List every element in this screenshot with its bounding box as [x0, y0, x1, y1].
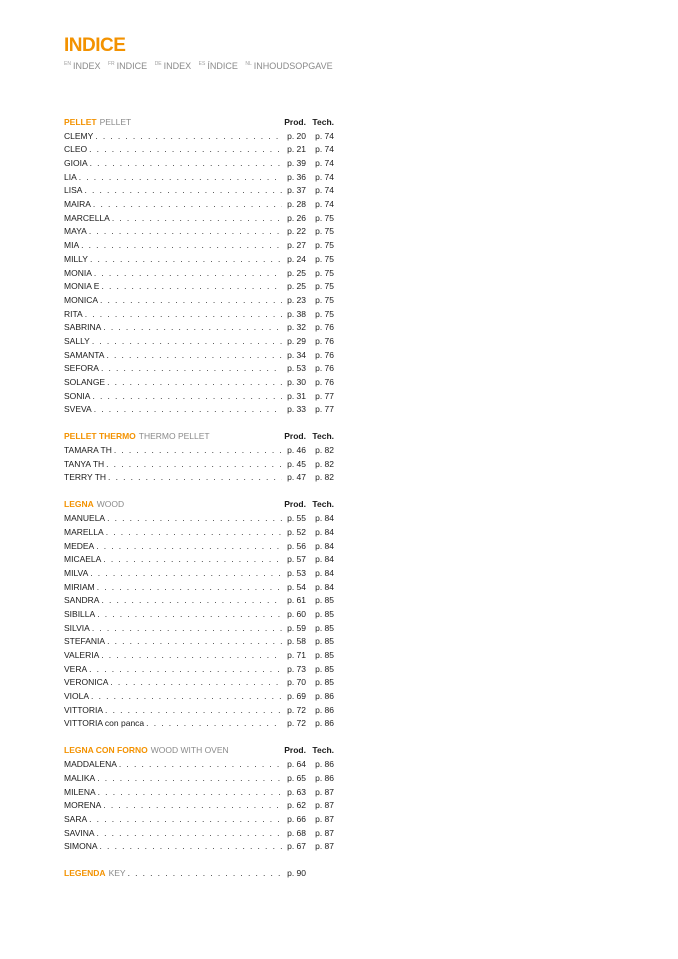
entry-tech-page: p. 86	[315, 759, 334, 770]
entry-tech-page: p. 76	[315, 349, 334, 360]
entry-tech-page: p. 87	[315, 827, 334, 838]
entry-prod-page: p. 21	[287, 144, 306, 155]
entry-tech-page: p. 86	[315, 691, 334, 702]
entry-name: MALIKA	[64, 772, 96, 783]
index-entry	[64, 280, 334, 294]
entry-tech-page: p. 74	[315, 158, 334, 169]
index-entry	[64, 349, 334, 363]
dot-leader	[85, 308, 282, 322]
entry-prod-page: p. 30	[287, 377, 306, 388]
dot-leader	[89, 226, 282, 240]
index-entry	[64, 649, 334, 663]
entry-prod-page: p. 69	[287, 691, 306, 702]
dot-leader	[92, 390, 282, 404]
index-entry	[64, 540, 334, 554]
entry-tech-page: p. 85	[315, 608, 334, 619]
index-entry	[64, 758, 334, 772]
entry-name: TAMARA TH	[64, 445, 112, 456]
index-entry	[64, 239, 334, 253]
language-item	[199, 61, 243, 71]
index-entry	[64, 635, 334, 649]
dot-leader	[97, 581, 282, 595]
section-subtitle: WOOD	[96, 499, 125, 510]
dot-leader	[90, 157, 282, 171]
entry-tech-page: p. 75	[315, 294, 334, 305]
section-title: PELLET	[64, 116, 97, 127]
entry-name: MICAELA	[64, 554, 102, 565]
entry-tech-page: p. 84	[315, 567, 334, 578]
index-entry	[64, 130, 334, 144]
index-entry	[64, 321, 334, 335]
entry-prod-page: p. 25	[287, 281, 306, 292]
section-header	[64, 498, 334, 512]
entry-prod-page: p. 22	[287, 226, 306, 237]
entry-name: MONIA	[64, 267, 92, 278]
column-header-tech: Tech.	[312, 116, 334, 127]
entry-tech-page: p. 87	[315, 786, 334, 797]
entry-prod-page: p. 55	[287, 513, 306, 524]
section-subtitle: THERMO PELLET	[138, 431, 210, 442]
entry-name: MILVA	[64, 567, 89, 578]
dot-leader	[89, 663, 282, 677]
index-entry	[64, 253, 334, 267]
index-entry	[64, 594, 334, 608]
dot-leader	[92, 622, 282, 636]
index-entry	[64, 676, 334, 690]
entry-prod-page: p. 25	[287, 267, 306, 278]
index-entry	[64, 308, 334, 322]
language-item	[64, 61, 105, 71]
entry-name: SANDRA	[64, 595, 100, 606]
language-list	[64, 58, 344, 72]
section-header	[64, 116, 334, 130]
entry-prod-page: p. 57	[287, 554, 306, 565]
entry-name: MARCELLA	[64, 212, 110, 223]
entry-tech-page: p. 76	[315, 322, 334, 333]
entry-name: SIBILLA	[64, 608, 96, 619]
index-entry	[64, 567, 334, 581]
column-header-prod: Prod.	[284, 499, 306, 510]
entry-name: VALERIA	[64, 650, 100, 661]
entry-tech-page: p. 84	[315, 526, 334, 537]
index-entry	[64, 827, 334, 841]
language-label: INDICE	[116, 61, 148, 71]
dot-leader	[101, 280, 282, 294]
entry-prod-page: p. 61	[287, 595, 306, 606]
index-entry	[64, 362, 334, 376]
entry-name: TANYA TH	[64, 458, 105, 469]
entry-prod-page: p. 45	[287, 458, 306, 469]
entry-prod-page: p. 72	[287, 704, 306, 715]
index-entry	[64, 226, 334, 240]
index-entry	[64, 526, 334, 540]
section-subtitle: WOOD WITH OVEN	[150, 745, 229, 756]
entry-tech-page: p. 82	[315, 445, 334, 456]
language-label: INDEX	[72, 61, 101, 71]
index-entry	[64, 403, 334, 417]
entry-name: MAIRA	[64, 199, 91, 210]
column-header-prod: Prod.	[284, 745, 306, 756]
entry-tech-page: p. 76	[315, 335, 334, 346]
entry-name: MONICA	[64, 294, 98, 305]
entry-name: MADDALENA	[64, 759, 117, 770]
index-entry	[64, 335, 334, 349]
entry-name: GIOIA	[64, 158, 88, 169]
dot-leader	[101, 594, 282, 608]
entry-name: SIMONA	[64, 841, 98, 852]
entry-tech-page: p. 74	[315, 199, 334, 210]
dot-leader	[101, 649, 282, 663]
entry-tech-page: p. 82	[315, 472, 334, 483]
entry-name: RITA	[64, 308, 83, 319]
entry-prod-page: p. 72	[287, 718, 306, 729]
dot-leader	[106, 458, 282, 472]
language-code: EN	[64, 61, 71, 67]
entry-name: MARELLA	[64, 526, 104, 537]
language-code: NL	[245, 61, 252, 67]
entry-prod-page: p. 62	[287, 800, 306, 811]
entry-prod-page: p. 56	[287, 540, 306, 551]
index-entry	[64, 581, 334, 595]
entry-name: SAVINA	[64, 827, 95, 838]
index-entry	[64, 786, 334, 800]
index-entry	[64, 212, 334, 226]
entry-name: VITTORIA con panca	[64, 718, 145, 729]
entry-prod-page: p. 63	[287, 786, 306, 797]
index-entry	[64, 157, 334, 171]
entry-prod-page: p. 53	[287, 363, 306, 374]
dot-leader	[89, 143, 282, 157]
index-section	[64, 744, 334, 854]
entry-prod-page: p. 71	[287, 650, 306, 661]
index-entry	[64, 143, 334, 157]
language-code: ES	[198, 61, 206, 67]
entry-tech-page: p. 85	[315, 650, 334, 661]
entry-tech-page: p. 85	[315, 595, 334, 606]
entry-tech-page: p. 74	[315, 171, 334, 182]
legend-subtitle: KEY	[108, 868, 126, 879]
section-title: PELLET THERMO	[64, 431, 136, 442]
entry-tech-page: p. 75	[315, 253, 334, 264]
index-entry	[64, 294, 334, 308]
language-item	[108, 61, 152, 71]
entry-name: VITTORIA	[64, 704, 104, 715]
dot-leader	[96, 540, 282, 554]
entry-prod-page: p. 67	[287, 841, 306, 852]
entry-prod-page: p. 53	[287, 567, 306, 578]
dot-leader	[108, 471, 282, 485]
entry-tech-page: p. 76	[315, 363, 334, 374]
entry-name: VIOLA	[64, 691, 90, 702]
entry-tech-page: p. 85	[315, 636, 334, 647]
entry-prod-page: p. 68	[287, 827, 306, 838]
entry-tech-page: p. 84	[315, 581, 334, 592]
section-title: LEGNA CON FORNO	[64, 745, 148, 756]
index-entry	[64, 799, 334, 813]
entry-prod-page: p. 26	[287, 212, 306, 223]
dot-leader	[93, 198, 282, 212]
dot-leader	[146, 717, 282, 731]
dot-leader	[90, 253, 282, 267]
entry-tech-page: p. 86	[315, 772, 334, 783]
section-subtitle: PELLET	[99, 116, 132, 127]
index-entry	[64, 171, 334, 185]
language-item	[155, 61, 196, 71]
dot-leader	[114, 444, 282, 458]
dot-leader	[100, 840, 282, 854]
entry-name: SILVIA	[64, 622, 90, 633]
dot-leader	[107, 635, 282, 649]
entry-prod-page: p. 47	[287, 472, 306, 483]
entry-name: LISA	[64, 185, 83, 196]
language-label: INHOUDSOPGAVE	[253, 61, 333, 71]
column-header-tech: Tech.	[312, 431, 334, 442]
index-entry	[64, 663, 334, 677]
dot-leader	[112, 212, 282, 226]
entry-prod-page: p. 65	[287, 772, 306, 783]
dot-leader	[89, 813, 282, 827]
entry-name: SONIA	[64, 390, 91, 401]
index-page	[64, 35, 344, 879]
column-header-tech: Tech.	[312, 499, 334, 510]
dot-leader	[107, 376, 282, 390]
dot-leader	[91, 690, 282, 704]
entry-tech-page: p. 87	[315, 841, 334, 852]
index-entry	[64, 458, 334, 472]
entry-tech-page: p. 87	[315, 800, 334, 811]
dot-leader	[97, 772, 282, 786]
entry-tech-page: p. 85	[315, 622, 334, 633]
entry-tech-page: p. 87	[315, 813, 334, 824]
dot-leader	[103, 321, 282, 335]
entry-prod-page: p. 29	[287, 335, 306, 346]
entry-prod-page: p. 58	[287, 636, 306, 647]
entry-tech-page: p. 84	[315, 513, 334, 524]
entry-name: VERA	[64, 663, 88, 674]
page-title: INDICE	[64, 35, 126, 56]
entry-name: MONIA E	[64, 281, 100, 292]
dot-leader	[90, 567, 282, 581]
entry-prod-page: p. 70	[287, 677, 306, 688]
index-entry	[64, 622, 334, 636]
dot-leader	[110, 676, 282, 690]
entry-prod-page: p. 36	[287, 171, 306, 182]
index-sections	[64, 116, 334, 894]
entry-tech-page: p. 74	[315, 130, 334, 141]
entry-name: MIA	[64, 240, 80, 251]
index-entry	[64, 444, 334, 458]
entry-name: MILENA	[64, 786, 96, 797]
legend-entry	[64, 867, 306, 881]
column-header-tech: Tech.	[312, 745, 334, 756]
legend-section	[64, 867, 334, 881]
dot-leader	[97, 827, 282, 841]
entry-prod-page: p. 32	[287, 322, 306, 333]
dot-leader	[98, 786, 282, 800]
entry-prod-page: p. 60	[287, 608, 306, 619]
index-section	[64, 498, 334, 731]
entry-prod-page: p. 52	[287, 526, 306, 537]
entry-name: MANUELA	[64, 513, 106, 524]
entry-prod-page: p. 31	[287, 390, 306, 401]
dot-leader	[103, 799, 282, 813]
index-entry	[64, 471, 334, 485]
entry-tech-page: p. 75	[315, 226, 334, 237]
entry-tech-page: p. 84	[315, 554, 334, 565]
dot-leader	[81, 239, 282, 253]
index-entry	[64, 267, 334, 281]
section-header	[64, 744, 334, 758]
entry-prod-page: p. 64	[287, 759, 306, 770]
entry-prod-page: p. 54	[287, 581, 306, 592]
language-item	[245, 61, 337, 71]
index-section	[64, 116, 334, 417]
dot-leader	[119, 758, 282, 772]
dot-leader	[94, 403, 282, 417]
index-entry	[64, 512, 334, 526]
dot-leader	[101, 362, 282, 376]
legend-page: p. 90	[287, 868, 306, 879]
entry-prod-page: p. 24	[287, 253, 306, 264]
language-code: DE	[154, 61, 162, 67]
entry-tech-page: p. 76	[315, 377, 334, 388]
index-entry	[64, 717, 334, 731]
index-entry	[64, 184, 334, 198]
column-header-prod: Prod.	[284, 116, 306, 127]
entry-tech-page: p. 75	[315, 308, 334, 319]
entry-name: MIRIAM	[64, 581, 95, 592]
entry-name: SALLY	[64, 335, 90, 346]
entry-name: LIA	[64, 171, 77, 182]
entry-prod-page: p. 73	[287, 663, 306, 674]
index-entry	[64, 813, 334, 827]
entry-tech-page: p. 82	[315, 458, 334, 469]
entry-prod-page: p. 23	[287, 294, 306, 305]
entry-prod-page: p. 46	[287, 445, 306, 456]
entry-prod-page: p. 28	[287, 199, 306, 210]
entry-tech-page: p. 74	[315, 144, 334, 155]
dot-leader	[94, 267, 282, 281]
entry-tech-page: p. 85	[315, 677, 334, 688]
language-label: INDEX	[163, 61, 192, 71]
dot-leader	[97, 608, 282, 622]
section-title: LEGNA	[64, 499, 94, 510]
legend-title: LEGENDA	[64, 868, 106, 879]
entry-name: MEDEA	[64, 540, 95, 551]
dot-leader	[106, 349, 282, 363]
language-label: ÍNDICE	[207, 61, 238, 71]
entry-tech-page: p. 75	[315, 267, 334, 278]
index-entry	[64, 840, 334, 854]
index-entry	[64, 198, 334, 212]
index-section	[64, 430, 334, 485]
dot-leader	[79, 171, 282, 185]
entry-tech-page: p. 75	[315, 240, 334, 251]
entry-name: TERRY TH	[64, 472, 107, 483]
entry-prod-page: p. 33	[287, 404, 306, 415]
entry-tech-page: p. 86	[315, 718, 334, 729]
entry-tech-page: p. 77	[315, 404, 334, 415]
entry-name: SAMANTA	[64, 349, 105, 360]
entry-tech-page: p. 77	[315, 390, 334, 401]
entry-name: MAYA	[64, 226, 87, 237]
entry-tech-page: p. 86	[315, 704, 334, 715]
entry-prod-page: p. 38	[287, 308, 306, 319]
entry-prod-page: p. 27	[287, 240, 306, 251]
column-header-prod: Prod.	[284, 431, 306, 442]
entry-tech-page: p. 75	[315, 281, 334, 292]
entry-name: STEFANIA	[64, 636, 106, 647]
index-entry	[64, 690, 334, 704]
entry-prod-page: p. 39	[287, 158, 306, 169]
entry-prod-page: p. 59	[287, 622, 306, 633]
entry-name: MORENA	[64, 800, 102, 811]
dot-leader	[92, 335, 282, 349]
entry-name: MILLY	[64, 253, 88, 264]
index-entry	[64, 390, 334, 404]
index-entry	[64, 704, 334, 718]
dot-leader	[106, 526, 282, 540]
dot-leader	[95, 130, 282, 144]
index-entry	[64, 608, 334, 622]
index-entry	[64, 553, 334, 567]
index-entry	[64, 772, 334, 786]
index-entry	[64, 376, 334, 390]
entry-tech-page: p. 74	[315, 185, 334, 196]
dot-leader	[105, 704, 282, 718]
section-header	[64, 430, 334, 444]
dot-leader	[128, 867, 282, 881]
entry-name: SABRINA	[64, 322, 102, 333]
entry-prod-page: p. 20	[287, 130, 306, 141]
dot-leader	[107, 512, 282, 526]
entry-tech-page: p. 84	[315, 540, 334, 551]
dot-leader	[84, 184, 282, 198]
entry-prod-page: p. 37	[287, 185, 306, 196]
entry-name: SARA	[64, 813, 88, 824]
entry-prod-page: p. 34	[287, 349, 306, 360]
entry-name: SEFORA	[64, 363, 99, 374]
entry-name: SOLANGE	[64, 377, 106, 388]
dot-leader	[103, 553, 282, 567]
entry-name: CLEMY	[64, 130, 94, 141]
entry-name: CLEO	[64, 144, 88, 155]
dot-leader	[100, 294, 282, 308]
entry-tech-page: p. 85	[315, 663, 334, 674]
entry-prod-page: p. 66	[287, 813, 306, 824]
language-code: FR	[107, 61, 115, 67]
entry-tech-page: p. 75	[315, 212, 334, 223]
entry-name: VERONICA	[64, 677, 109, 688]
entry-name: SVEVA	[64, 404, 92, 415]
